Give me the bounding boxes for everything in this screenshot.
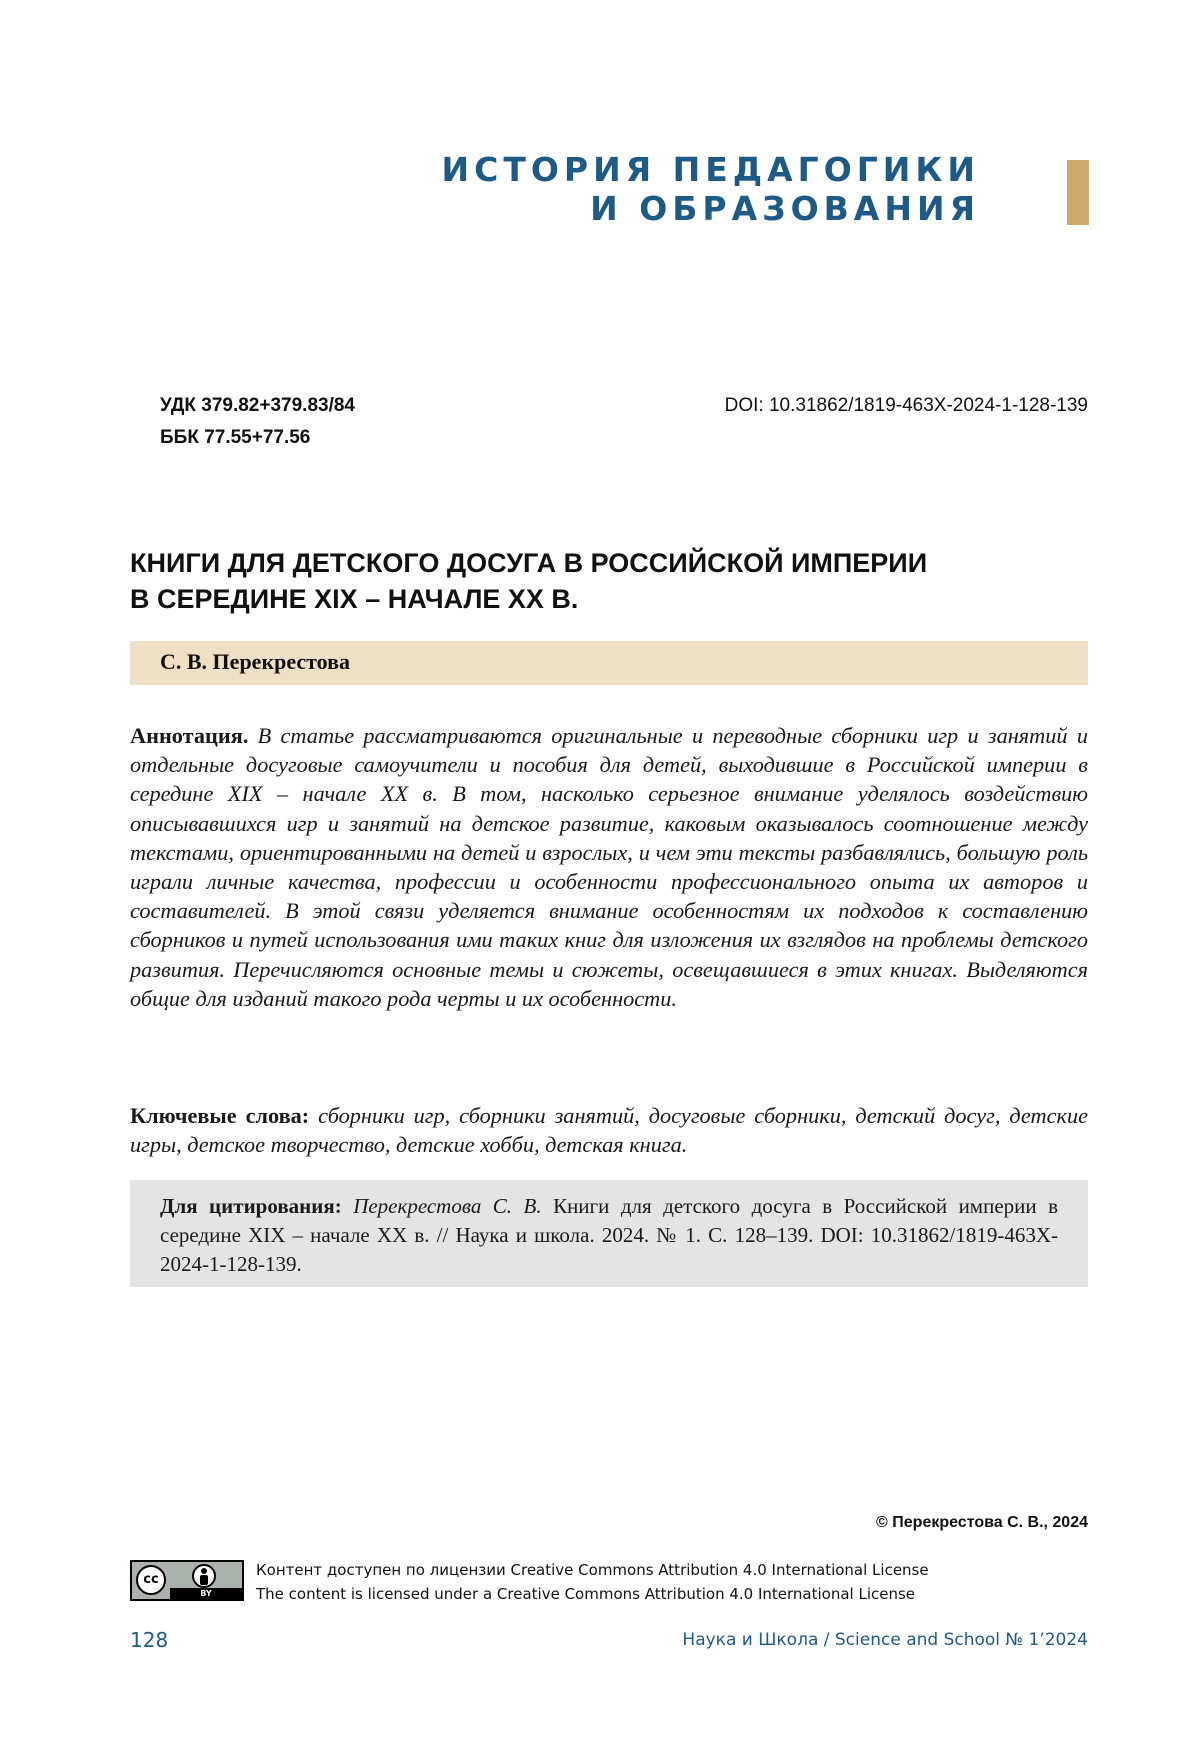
- doi-header: DOI: 10.31862/1819-463X-2024-1-128-139: [724, 395, 1088, 416]
- license-line-ru: Контент доступен по лицензии Creative Commons Attribution 4.0 International License: [256, 1561, 929, 1579]
- classification-block: [160, 390, 355, 454]
- citation-box: [130, 1180, 1088, 1287]
- keywords-text: сборники игр, сборники занятий, досуговые сборники, детский досуг, детские игры, детское творчество, детские хобби, детская книга.: [130, 1103, 1088, 1158]
- license-line-en: The content is licensed under a Creative Commons Attribution 4.0 International License: [256, 1585, 916, 1603]
- cc-by-license-badge[interactable]: [130, 1560, 244, 1601]
- by-label: BY: [170, 1588, 242, 1599]
- cc-icon: cc: [136, 1565, 166, 1595]
- keywords-label: Ключевые слова:: [130, 1103, 310, 1128]
- abstract-label: Аннотация.: [130, 723, 249, 748]
- keywords: [130, 1101, 1088, 1159]
- citation-body: Книги для детского досуга в Российской империи в середине XIX – начале XX в. // Наука и школа. 2024. № 1. С. 128–139. DOI: 10.31862/1819-463X-2024-1-128-139.: [160, 1194, 1059, 1276]
- copyright: © Перекрестова С. В., 2024: [876, 1514, 1088, 1531]
- bbk-code: ББК 77.55+77.56: [160, 427, 311, 448]
- title-line1: КНИГИ ДЛЯ ДЕТСКОГО ДОСУГА В РОССИЙСКОЙ ИМПЕРИИ: [130, 548, 928, 578]
- title-line2: В СЕРЕДИНЕ XIX – НАЧАЛЕ XX В.: [130, 584, 579, 614]
- article-title: [130, 545, 1030, 617]
- section-header: [441, 150, 980, 228]
- journal-footer: Наука и Школа / Science and School № 1’2024: [682, 1630, 1088, 1650]
- citation-author: Перекрестова С. В.: [353, 1194, 542, 1218]
- attribution-person-icon: [192, 1564, 216, 1588]
- license-text: [256, 1558, 929, 1606]
- author-band: [130, 641, 1088, 685]
- citation-text: [160, 1192, 1058, 1279]
- udk-code: УДК 379.82+379.83/84: [160, 395, 356, 416]
- citation-label: Для цитирования:: [160, 1194, 342, 1218]
- abstract: [130, 721, 1088, 1013]
- page-number: 128: [130, 1628, 169, 1652]
- section-header-line2: И ОБРАЗОВАНИЯ: [590, 189, 980, 228]
- section-header-line1: ИСТОРИЯ ПЕДАГОГИКИ: [441, 150, 980, 189]
- author-name: С. В. Перекрестова: [160, 649, 350, 674]
- abstract-text: В статье рассматриваются оригинальные и переводные сборники игр и занятий и отдельные досуговые самоучители и пособия для детей, выходившие в Российской империи в середине XIX – начале XX в. В том, насколько серьезное внимание уделялось воздействию описывавшихся игр и занятий на детское развитие, каковым оказывалось соотношение между текстами, ориентированными на детей и взрослых, и чем эти тексты разбавлялись, большую роль играли личные качества, профессии и особенности профессионального опыта их авторов и составителей. В этой связи уделяется внимание особенностям их подходов к составлению сборников и путей использования ими таких книг для изложения их взглядов на проблемы детского развития. Перечисляются основные темы и сюжеты, освещавшиеся в этих книгах. Выделяются общие для изданий такого рода черты и их особенности.: [130, 723, 1088, 1011]
- section-accent-bar: [1067, 160, 1089, 225]
